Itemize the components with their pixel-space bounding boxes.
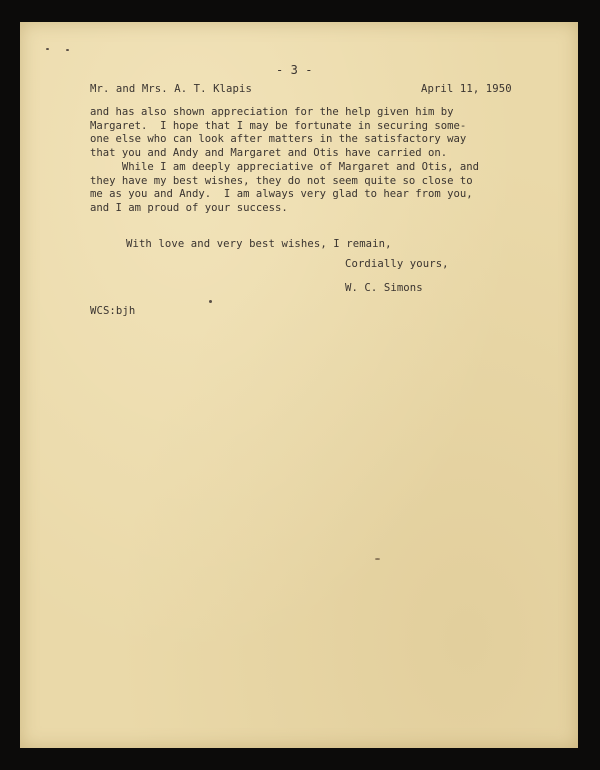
paper-speck — [209, 300, 212, 303]
body-paragraph-1 — [90, 106, 466, 160]
paragraph-line: me as you and Andy. I am always very glad to hear from you, — [90, 188, 473, 200]
paragraph-line: one else who can look after matters in the satisfactory way — [90, 133, 467, 145]
paragraph-line: they have my best wishes, they do not seem quite so close to — [90, 174, 473, 187]
complimentary-close: Cordially yours, — [345, 258, 449, 270]
reference-initials: WCS:bjh — [90, 305, 136, 317]
paper-speck — [66, 49, 69, 51]
letter-date: April 11, 1950 — [421, 83, 512, 95]
paragraph-line: Margaret. I hope that I may be fortunate in securing some- — [90, 119, 467, 132]
paragraph-line: and has also shown appreciation for the help given him by — [90, 106, 454, 118]
paper-speck — [375, 558, 380, 560]
paragraph-line: While I am deeply appreciative of Margaret and Otis, and — [90, 161, 480, 173]
addressee-line: Mr. and Mrs. A. T. Klapis — [90, 83, 252, 95]
paragraph-line: that you and Andy and Margaret and Otis have carried on. — [90, 146, 448, 159]
letter-page — [20, 22, 578, 748]
body-paragraph-2 — [90, 161, 479, 215]
signatory-name: W. C. Simons — [345, 282, 423, 294]
closing-phrase: With love and very best wishes, I remain, — [126, 238, 392, 250]
paper-speck — [46, 48, 49, 50]
page-number: - 3 - — [276, 63, 313, 77]
paragraph-line: and I am proud of your success. — [90, 201, 288, 214]
